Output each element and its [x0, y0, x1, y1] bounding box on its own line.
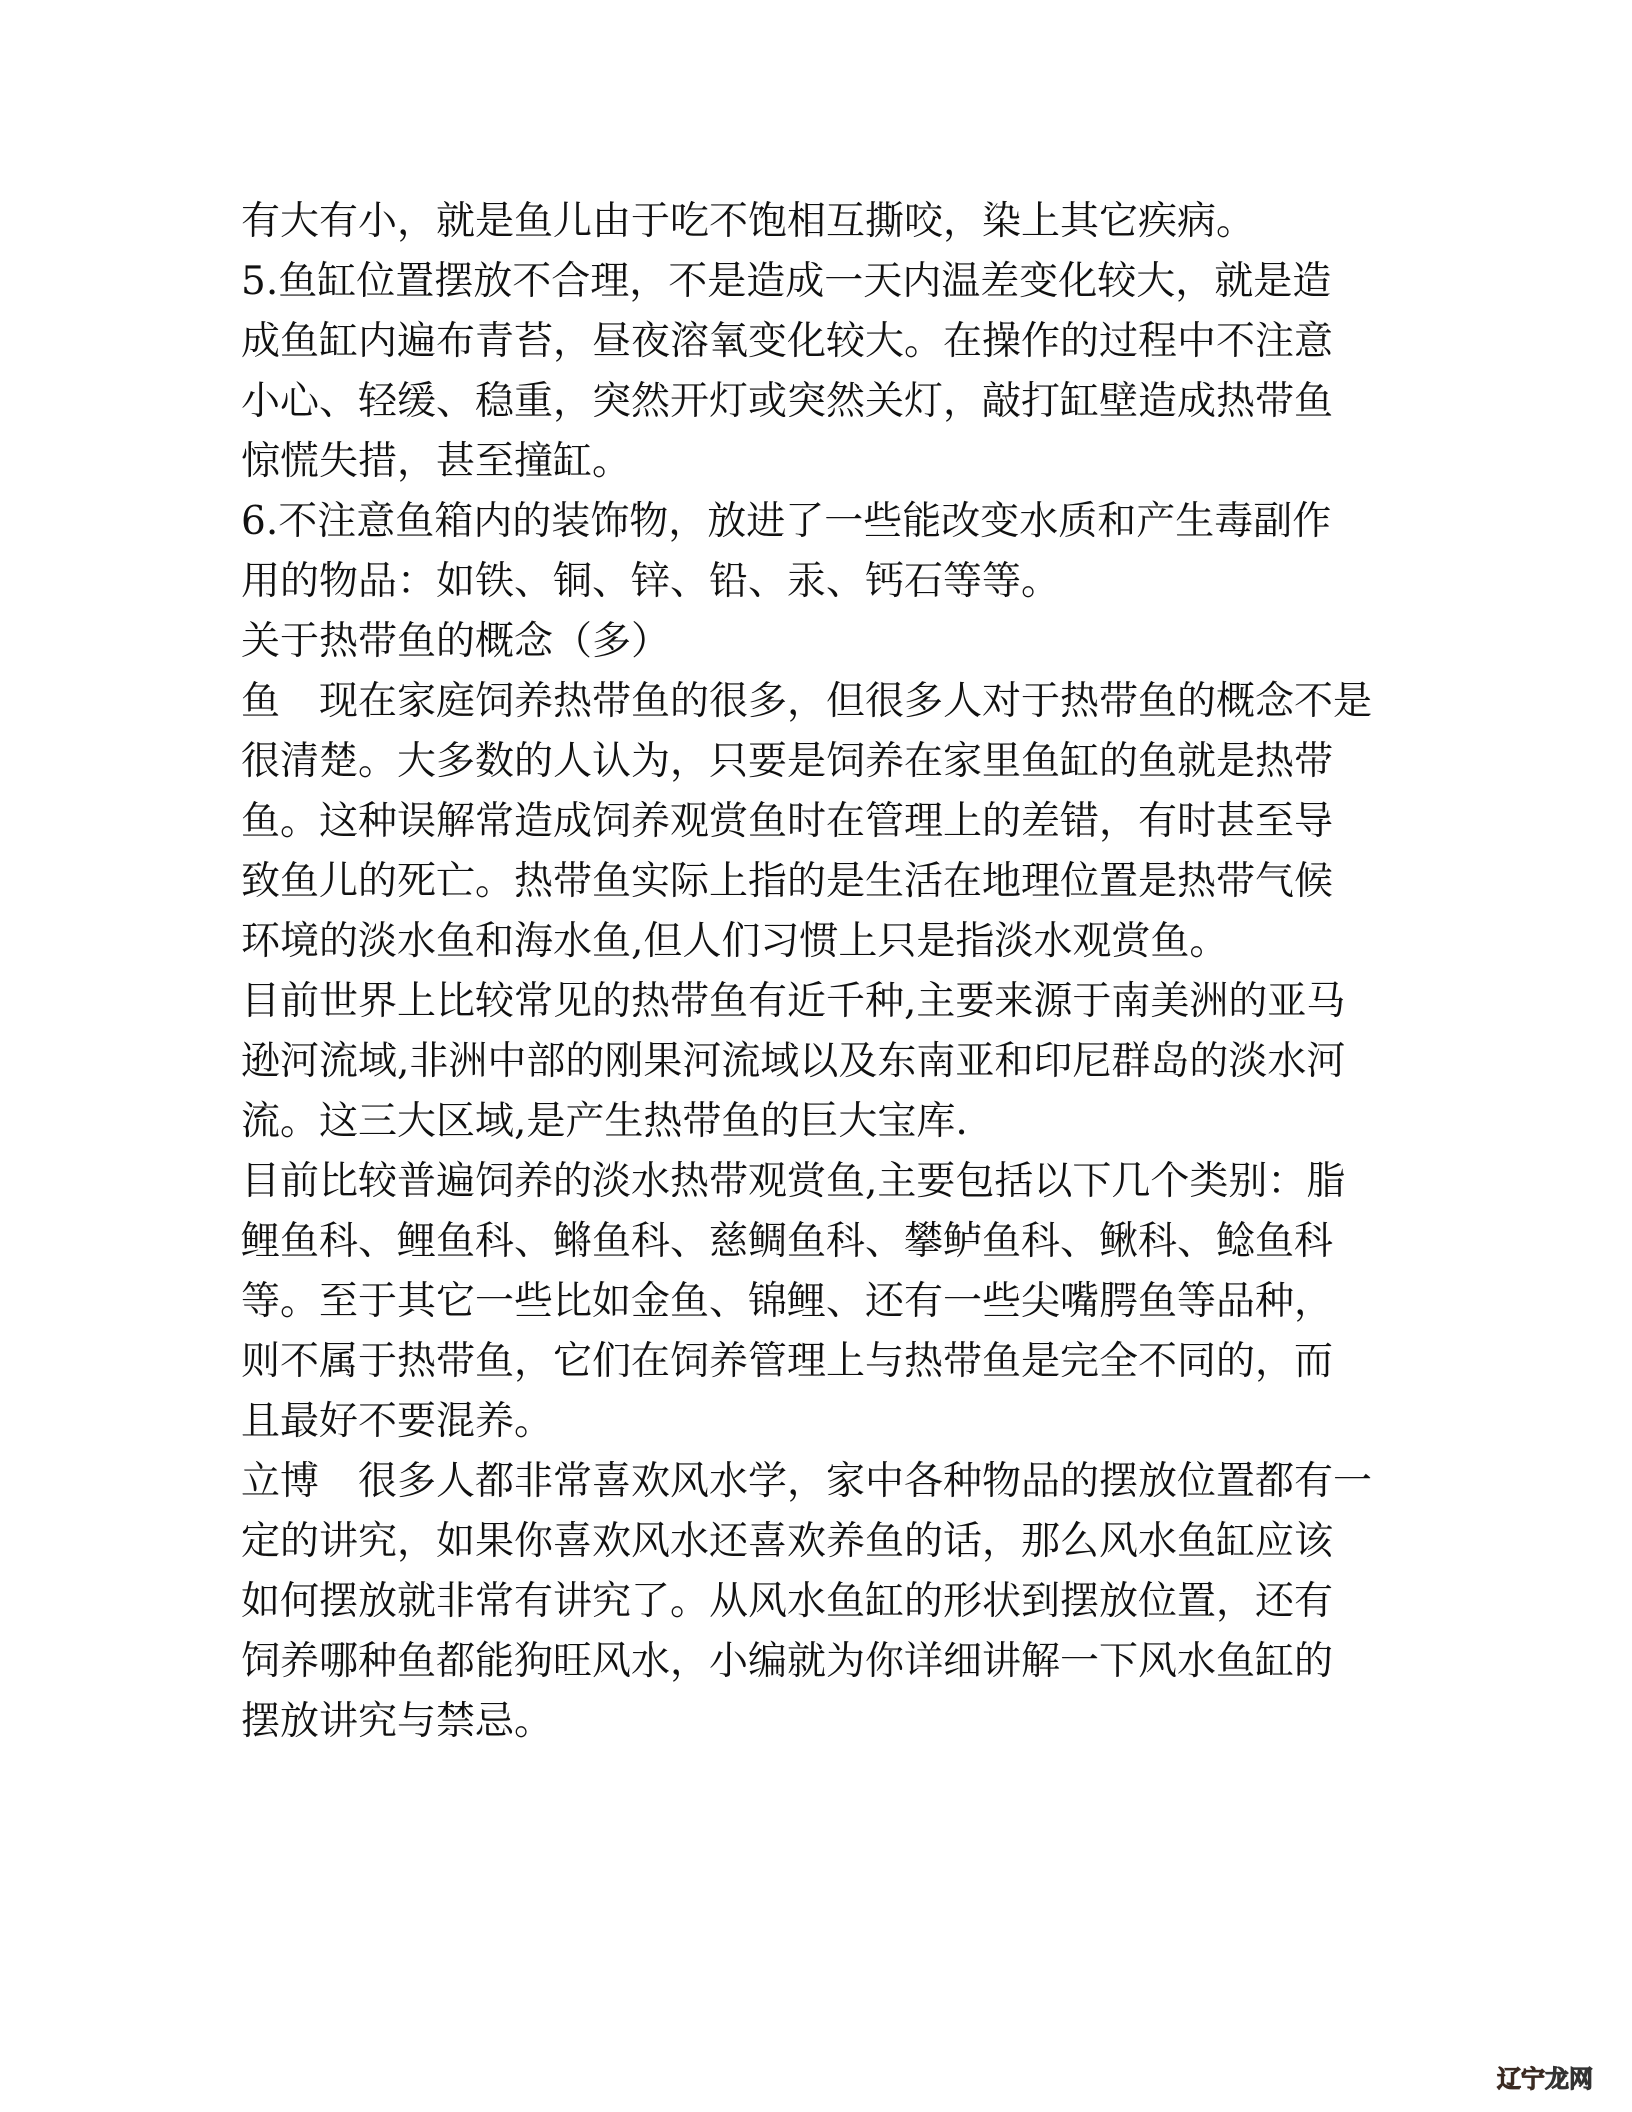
text-line: 6.不注意鱼箱内的装饰物，放进了一些能改变水质和产生毒副作	[241, 499, 1332, 544]
text-line: 用的物品：如铁、铜、锌、铅、汞、钙石等等。	[241, 559, 1061, 604]
text-line: 小心、轻缓、稳重，突然开灯或突然关灯，敲打缸壁造成热带鱼	[241, 379, 1334, 424]
document-body	[241, 192, 1401, 1752]
text-line: 逊河流域,非洲中部的刚果河流域以及东南亚和印尼群岛的淡水河	[241, 1039, 1346, 1084]
text-line: 等。至于其它一些比如金鱼、锦鲤、还有一些尖嘴腭鱼等品种，	[241, 1279, 1334, 1324]
text-line: 目前比较普遍饲养的淡水热带观赏鱼,主要包括以下几个类别：脂	[241, 1159, 1346, 1204]
text-line: 定的讲究，如果你喜欢风水还喜欢养鱼的话，那么风水鱼缸应该	[241, 1519, 1334, 1564]
text-line: 如何摆放就非常有讲究了。从风水鱼缸的形状到摆放位置，还有	[241, 1579, 1334, 1624]
text-line: 环境的淡水鱼和海水鱼,但人们习惯上只是指淡水观赏鱼。	[241, 919, 1229, 964]
text-line: 鱼 现在家庭饲养热带鱼的很多，但很多人对于热带鱼的概念不是	[241, 679, 1373, 724]
text-line: 流。这三大区域,是产生热带鱼的巨大宝库.	[241, 1099, 968, 1144]
text-line: 很清楚。大多数的人认为，只要是饲养在家里鱼缸的鱼就是热带	[241, 739, 1334, 784]
text-line: 摆放讲究与禁忌。	[241, 1699, 554, 1744]
text-line: 5.鱼缸位置摆放不合理，不是造成一天内温差变化较大，就是造	[241, 259, 1332, 304]
text-line: 惊慌失措，甚至撞缸。	[241, 439, 632, 484]
text-line: 鱼。这种误解常造成饲养观赏鱼时在管理上的差错，有时甚至导	[241, 799, 1334, 844]
text-line: 致鱼儿的死亡。热带鱼实际上指的是生活在地理位置是热带气候	[241, 859, 1334, 904]
text-line: 且最好不要混养。	[241, 1399, 554, 1444]
text-line: 有大有小，就是鱼儿由于吃不饱相互撕咬，染上其它疾病。	[241, 199, 1256, 244]
text-line: 则不属于热带鱼，它们在饲养管理上与热带鱼是完全不同的，而	[241, 1339, 1334, 1384]
text-line: 饲养哪种鱼都能狗旺风水，小编就为你详细讲解一下风水鱼缸的	[241, 1639, 1334, 1684]
text-line: 立博 很多人都非常喜欢风水学，家中各种物品的摆放位置都有一	[241, 1459, 1373, 1504]
site-watermark-logo	[1497, 2062, 1593, 2096]
text-line: 成鱼缸内遍布青苔，昼夜溶氧变化较大。在操作的过程中不注意	[241, 319, 1334, 364]
text-line: 目前世界上比较常见的热带鱼有近千种,主要来源于南美洲的亚马	[241, 979, 1346, 1024]
section-heading: 关于热带鱼的概念（多）	[241, 619, 671, 664]
watermark-text-part2: 龙网	[1545, 2065, 1593, 2093]
text-line: 鲤鱼科、鲤鱼科、鳉鱼科、慈鲷鱼科、攀鲈鱼科、鳅科、鲶鱼科	[241, 1219, 1334, 1264]
watermark-text-part1: 辽宁	[1497, 2065, 1545, 2093]
